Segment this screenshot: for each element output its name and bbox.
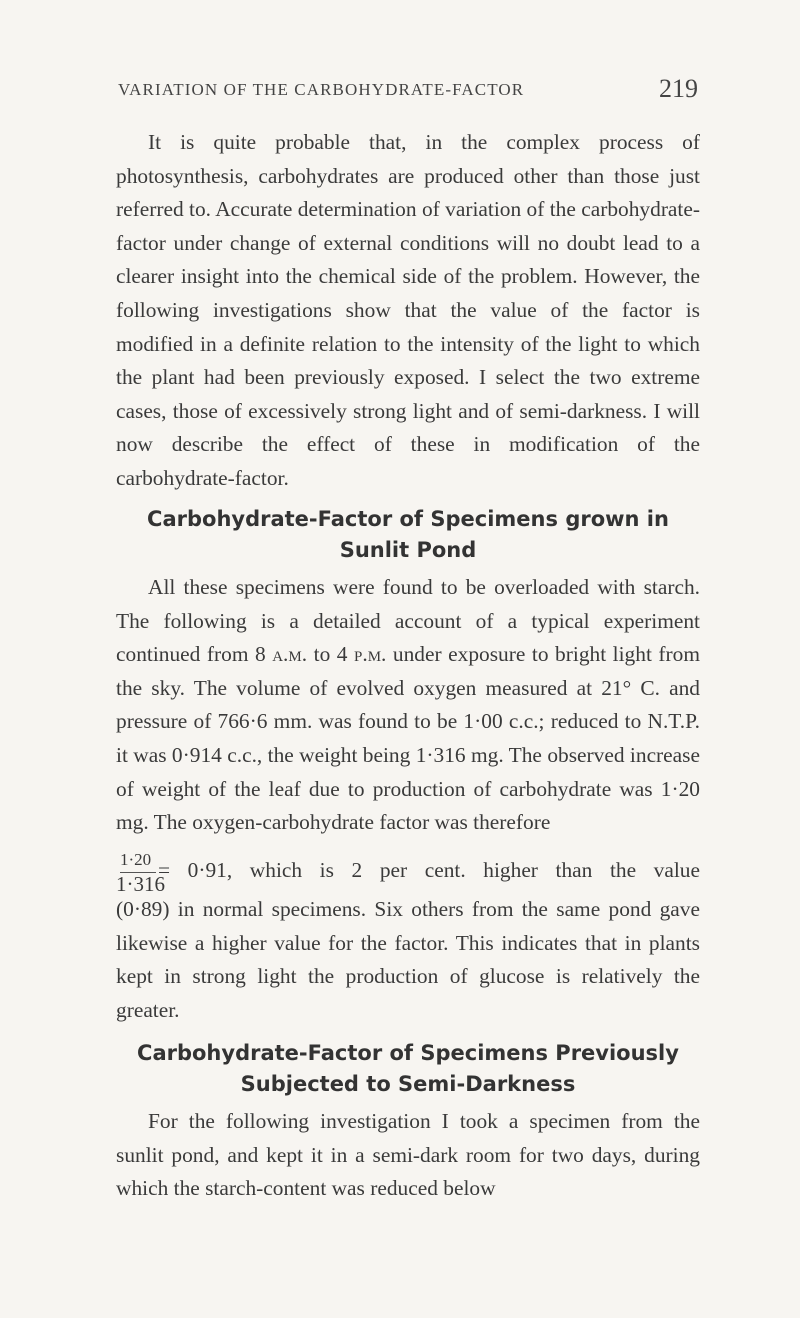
fraction	[116, 850, 165, 896]
heading-line: Carbohydrate-Factor of Specimens Previously	[137, 1041, 679, 1065]
fraction-denominator: 1·316	[116, 872, 165, 896]
text-run: under exposure to bright light from the sky. The volume of evolved oxygen measured at 21° C. and pressure of 766·6 mm. was found to be 1·00 c.c.; reduced to N.T.P. it was 0·914 c.c., the weight being 1·316 mg. The observed increase of weight of the leaf due to production of carbohydrate was 1·20 mg. The oxygen-carbohydrate factor was therefore	[116, 642, 701, 835]
intro-paragraph: It is quite probable that, in the complex process of photosynthesis, carbohydrates are produced other than those just referred to. Accurate determination of variation of the carbohydrate-factor under change of external conditions will no doubt lead to a clearer insight into the chemical side of the problem. However, the following investigations show that the value of the factor is modified in a definite relation to the intensity of the light to which the plant had been previously exposed. I select the two extreme cases, those of excessively strong light and of semi-darkness. I will now describe the effect of these in modification of the carbohydrate-factor.	[116, 130, 700, 490]
factor-formula	[116, 850, 700, 894]
section-heading-sunlit-pond	[116, 504, 700, 566]
text-run: to 4	[307, 642, 355, 667]
running-head	[118, 76, 698, 106]
running-title: VARIATION OF THE CARBOHYDRATE-FACTOR	[118, 80, 525, 99]
heading-line: Subjected to Semi-Darkness	[240, 1072, 576, 1096]
time-am: a.m.	[272, 642, 308, 667]
fraction-numerator: 1·20	[120, 850, 152, 869]
sunlit-pond-paragraph	[116, 571, 700, 840]
text-run: All these specimens were found to be overloaded with starch. The following is a detailed account of a typical experiment continued from 8	[116, 575, 700, 667]
heading-line: Sunlit Pond	[339, 538, 477, 562]
page-number: 219	[659, 74, 698, 103]
section-heading-semi-darkness	[116, 1038, 700, 1100]
time-pm: p.m.	[354, 642, 387, 667]
heading-line: Carbohydrate-Factor of Specimens grown in	[147, 507, 669, 531]
formula-result: = 0·91, which is 2 per cent. higher than the value	[158, 858, 700, 882]
semi-darkness-paragraph: For the following investigation I took a specimen from the sunlit pond, and kept it in a semi-dark room for two days, during which the starch-content was reduced below	[116, 1109, 700, 1201]
sunlit-pond-paragraph-end: (0·89) in normal specimens. Six others from the same pond gave likewise a higher value for the factor. This indicates that in plants kept in strong light the production of glucose is relatively the greater.	[116, 897, 700, 1022]
